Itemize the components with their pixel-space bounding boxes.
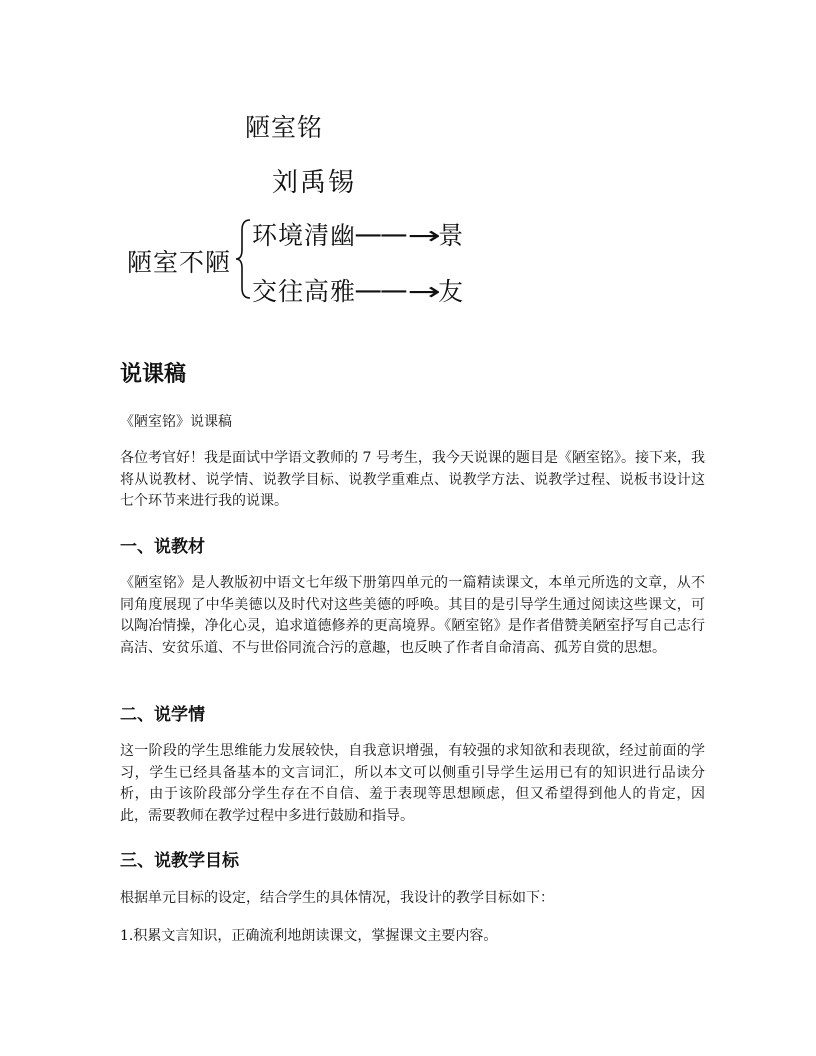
board-branch-label: 交往高雅 <box>252 277 357 306</box>
right-arrow-icon: ──→ <box>356 277 443 306</box>
section-textbook-paragraph: 《陋室铭》是人教版初中语文七年级下册第四单元的一篇精读课文，本单元所选的文章，从不同角度展现了中华美德以及时代对这些美德的呼唤。其目的是引导学生通过阅读这些课文，可以陶冶情操，净化心灵，追求道德修养的更高境界。《陋室铭》是作者借赞美陋室抒写自己志行高洁、安贫乐道、不与世俗同流合污的意趣，也反映了作者自命清高、孤芳自赏的思想。 <box>120 575 705 656</box>
document-subtitle: 《陋室铭》说课稿 <box>120 414 232 430</box>
curly-brace-icon <box>234 218 254 300</box>
board-branch-environment <box>252 216 464 252</box>
section-heading-textbook: 一、说教材 <box>120 537 205 557</box>
goal-item: 1.积累文言知识，正确流利地朗读课文，掌握课文主要内容。 <box>120 928 498 944</box>
section-heading-students: 二、说学情 <box>120 705 205 725</box>
board-branch-result: 景 <box>438 221 465 250</box>
section-heading-goals: 三、说教学目标 <box>120 851 239 871</box>
main-heading: 说课稿 <box>120 362 187 387</box>
section-goals-intro: 根据单元目标的设定，结合学生的具体情况，我设计的教学目标如下： <box>120 890 554 906</box>
board-design-figure <box>120 100 465 315</box>
board-branch-label: 环境清幽 <box>252 221 357 250</box>
board-author: 刘禹锡 <box>272 168 357 198</box>
section-students-paragraph: 这一阶段的学生思维能力发展较快，自我意识增强，有较强的求知欲和表现欲，经过前面的学习，学生已经具备基本的文言词汇，所以本文可以侧重引导学生运用已有的知识进行品读分析，由于该阶段部分学生存在不自信、羞于表现等思想顾虑，但又希望得到他人的肯定，因此，需要教师在教学过程中多进行鼓励和指导。 <box>120 743 705 824</box>
board-branch-friends <box>252 272 464 308</box>
board-branch-result: 友 <box>438 277 465 306</box>
intro-paragraph: 各位考官好！我是面试中学语文教师的 7 号考生，我今天说课的题目是《陋室铭》。接下来，我将从说教材、说学情、说教学目标、说教学重难点、说教学方法、说教学过程、说板书设计这七个环节来进行我的说课。 <box>120 450 705 509</box>
right-arrow-icon: ──→ <box>356 221 443 250</box>
board-center-theme: 陋室不陋 <box>127 248 232 277</box>
board-title: 陋室铭 <box>245 113 324 142</box>
